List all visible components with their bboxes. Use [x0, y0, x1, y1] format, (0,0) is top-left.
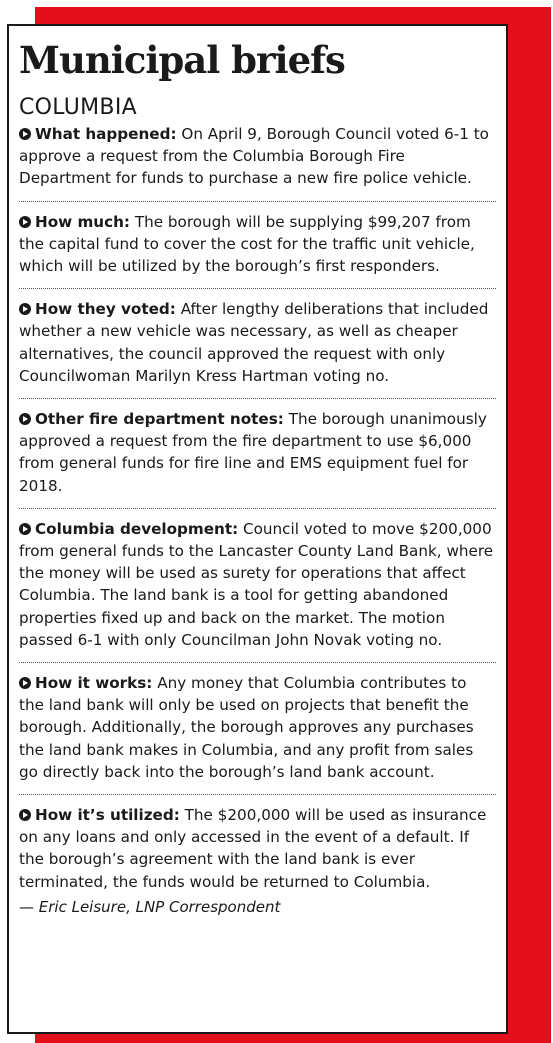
brief-item-how-they-voted [19, 298, 496, 399]
brief-text: The $200,000 will be used as insurance on any loans and only accessed in the event of a default. If the borough’s agreement with the land bank is ever terminated, the funds would be returned to Columbia. [19, 806, 487, 891]
play-bullet-icon [19, 677, 31, 689]
section-heading: COLUMBIA [19, 95, 137, 120]
brief-label: How it’s utilized: [35, 806, 180, 825]
brief-text: After lengthy deliberations that included whether a new vehicle was necessary, as well as cheaper alternatives, the council approved the request with only Councilwoman Marilyn Kress Hartman voting no. [19, 300, 489, 385]
brief-item-fire-department-notes [19, 408, 496, 509]
play-bullet-icon [19, 809, 31, 821]
brief-item-how-it-works [19, 672, 496, 795]
brief-label: How it works: [35, 674, 153, 693]
brief-text: The borough will be supplying $99,207 from the capital fund to cover the cost for the traffic unit vehicle, which will be utilized by the borough’s first responders. [19, 212, 475, 276]
page-title: Municipal briefs [19, 38, 345, 82]
brief-item-what-happened [19, 123, 496, 202]
brief-label: Other fire department notes: [35, 410, 284, 429]
brief-label: How they voted: [35, 300, 176, 319]
brief-text: Any money that Columbia contributes to the land bank will only be used on projects that benefit the borough. Additionally, the borough approves any purchases the land bank makes in Columbia, and any profit from sales go directly back into the borough’s land bank account. [19, 674, 474, 781]
brief-text: On April 9, Borough Council voted 6-1 to approve a request from the Columbia Borough Fire Department for funds to purchase a new fire police vehicle. [19, 125, 489, 188]
brief-label: Columbia development: [35, 519, 239, 538]
play-bullet-icon [19, 523, 31, 535]
brief-label: What happened: [35, 125, 177, 143]
play-bullet-icon [19, 216, 31, 228]
brief-item-how-much [19, 211, 496, 290]
brief-text: Council voted to move $200,000 from general funds to the Lancaster County Land Bank, where the money will be used as surety for operations that affect Columbia. The land bank is a tool for getting abandoned properties fixed up and back on the market. The motion passed 6-1 with only Councilman John Novak voting no. [19, 519, 494, 649]
briefs-panel [7, 24, 508, 1034]
brief-text: The borough unanimously approved a request from the fire department to use $6,000 from general funds for fire line and EMS equipment fuel for 2018. [19, 410, 487, 495]
brief-item-columbia-development [19, 518, 496, 663]
play-bullet-icon [19, 303, 31, 315]
play-bullet-icon [19, 128, 31, 140]
play-bullet-icon [19, 413, 31, 425]
byline: — Eric Leisure, LNP Correspondent [19, 897, 281, 916]
brief-label: How much: [35, 212, 130, 231]
brief-item-how-its-utilized [19, 804, 496, 893]
